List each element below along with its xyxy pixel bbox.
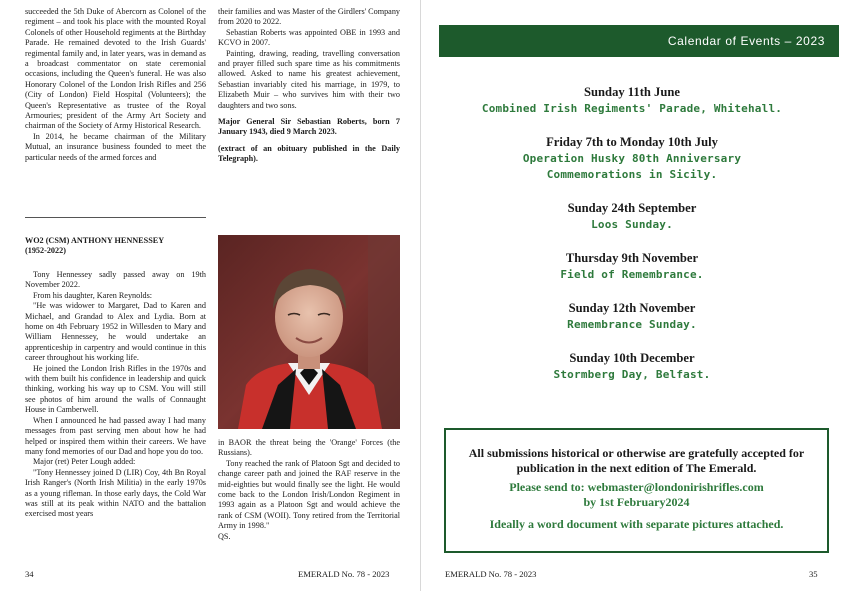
portrait-photo — [218, 235, 400, 429]
paragraph: He joined the London Irish Rifles in the 1970s and with them built his confidence in leadership and quick thinking, working his way up to CSM. You will still see photos of him around the walls of Connaught House in Camberwell. — [25, 363, 206, 415]
paragraph: Painting, drawing, reading, travelling conversation and prayer filled such spare time as his commitments allowed. Asked to name his greatest achievement, Sebastian invariably cited his marriage, in 1979, to Elizabeth Muir – who survives him with their two daughters and two sons. — [218, 48, 400, 110]
paragraph: Major (ret) Peter Lough added: — [33, 457, 136, 467]
event-date: Sunday 12th November — [568, 301, 696, 315]
event-date: Sunday 11th June — [584, 85, 680, 99]
event-item — [445, 300, 819, 333]
event-item — [445, 200, 819, 233]
obituary-signature: Major General Sir Sebastian Roberts, born 7 January 1943, died 9 March 2023. — [218, 117, 400, 137]
calendar-banner: Calendar of Events – 2023 — [439, 25, 839, 57]
obituary-column-2-bottom — [218, 438, 400, 542]
event-date: Thursday 9th November — [565, 251, 699, 265]
obituary-years: (1952-2022) — [25, 246, 66, 256]
paragraph: in BAOR the threat being the 'Orange' Forces (the Russians). — [218, 438, 400, 458]
page-footer: EMERALD No. 78 - 2023 — [298, 569, 390, 579]
event-title: Field of Remembrance. — [560, 268, 704, 281]
paragraph: From his daughter, Karen Reynolds: — [33, 290, 153, 300]
event-item — [445, 250, 819, 283]
obituary-name: WO2 (CSM) ANTHONY HENNESSEY — [25, 236, 165, 245]
paragraph: Tony reached the rank of Platoon Sgt and decided to change career path and joined the RAF reserve in the mid-eighties but would finally see the light. He would come back to the London Irish/London Regiment in 1993 again as a Platoon Sgt and would achieve the rank of CSM (WOII). Tony retired from the Territorial Army in 1998." — [218, 458, 400, 531]
event-item — [445, 134, 819, 183]
event-title: Combined Irish Regiments' Parade, Whitehall. — [481, 102, 783, 115]
notice-email: Please send to: webmaster@londonirishrifles.com by 1st February2024 — [509, 480, 764, 509]
event-item — [445, 84, 819, 117]
obituary-column-2-top — [218, 7, 400, 165]
section-divider — [25, 217, 206, 218]
event-date: Sunday 10th December — [569, 351, 695, 365]
obituary-column-1-bottom — [25, 270, 206, 520]
events-list — [445, 84, 819, 400]
paragraph: When I announced he had passed away I had many messages from past serving men about how he had helped or inspired them within their careers. We have many fond memories of our Dad and hope you do too. — [25, 415, 206, 456]
paragraph: their families and was Master of the Girdlers' Company from 2020 to 2022. — [218, 7, 401, 27]
right-page — [421, 0, 842, 591]
obituary-column-1-top — [25, 7, 206, 163]
obituary-source: (extract of an obituary published in the Daily Telegraph). — [218, 143, 400, 164]
paragraph: Sebastian Roberts was appointed OBE in 1993 and KCVO in 2007. — [218, 27, 400, 48]
page-number: 34 — [25, 569, 34, 579]
obituary-heading — [25, 236, 206, 257]
event-title: Remembrance Sunday. — [567, 318, 697, 331]
paragraph: QS. — [218, 531, 231, 541]
page-footer: EMERALD No. 78 - 2023 — [445, 569, 537, 579]
page-number: 35 — [809, 569, 818, 579]
event-title: Stormberg Day, Belfast. — [553, 368, 711, 381]
paragraph: "He was widower to Margaret, Dad to Karen and Michael, and Grandad to Alex and Lydia. Born at home on 4th February 1952 in Willesden to Mary and William Hennessey, he would undertake an apprenticeship in carpentry and would continue in this career throughout his working life. — [25, 301, 206, 363]
paragraph: succeeded the 5th Duke of Abercorn as Colonel of the regiment – and took his place with the mounted Royal Colonels of other Household regiments at the Birthday Parade. He remained devoted to the Irish Guards' regimental family and, in later years, was in demand as a broadcast commentator on state ceremonial occasions, including the Queen's funeral. He was also Honorary Colonel of the London Irish Rifles and 256 (City of London) Field Hospital (Volunteers); the Queen's Representative as trustee of the Royal Armouries; president of the Army Art Society and chairman of the Society of Army Historical Research. — [25, 7, 206, 131]
notice-format: Ideally a word document with separate pictures attached. — [489, 517, 784, 531]
paragraph: "Tony Hennessey joined D (LIR) Coy, 4th Bn Royal Irish Ranger's (North Irish Militia) in the early 1970s as a young rifleman. In those early days, the Cold War was still at its peak within NATO and the battalion exercised most years — [25, 467, 206, 519]
paragraph: Tony Hennessey sadly passed away on 19th November 2022. — [25, 270, 206, 290]
event-date: Friday 7th to Monday 10th July — [546, 135, 718, 149]
submissions-notice — [444, 428, 829, 553]
event-title: Loos Sunday. — [591, 218, 673, 231]
event-title: Operation Husky 80th Anniversary Commemorations in Sicily. — [522, 152, 742, 181]
event-item — [445, 350, 819, 383]
event-date: Sunday 24th September — [567, 201, 697, 215]
notice-text: All submissions historical or otherwise are gratefully accepted for publication in the next edition of The Emerald. — [468, 446, 805, 475]
paragraph: In 2014, he became chairman of the Military Mutual, an insurance business founded to meet the particular needs of the armed forces and — [25, 131, 206, 162]
